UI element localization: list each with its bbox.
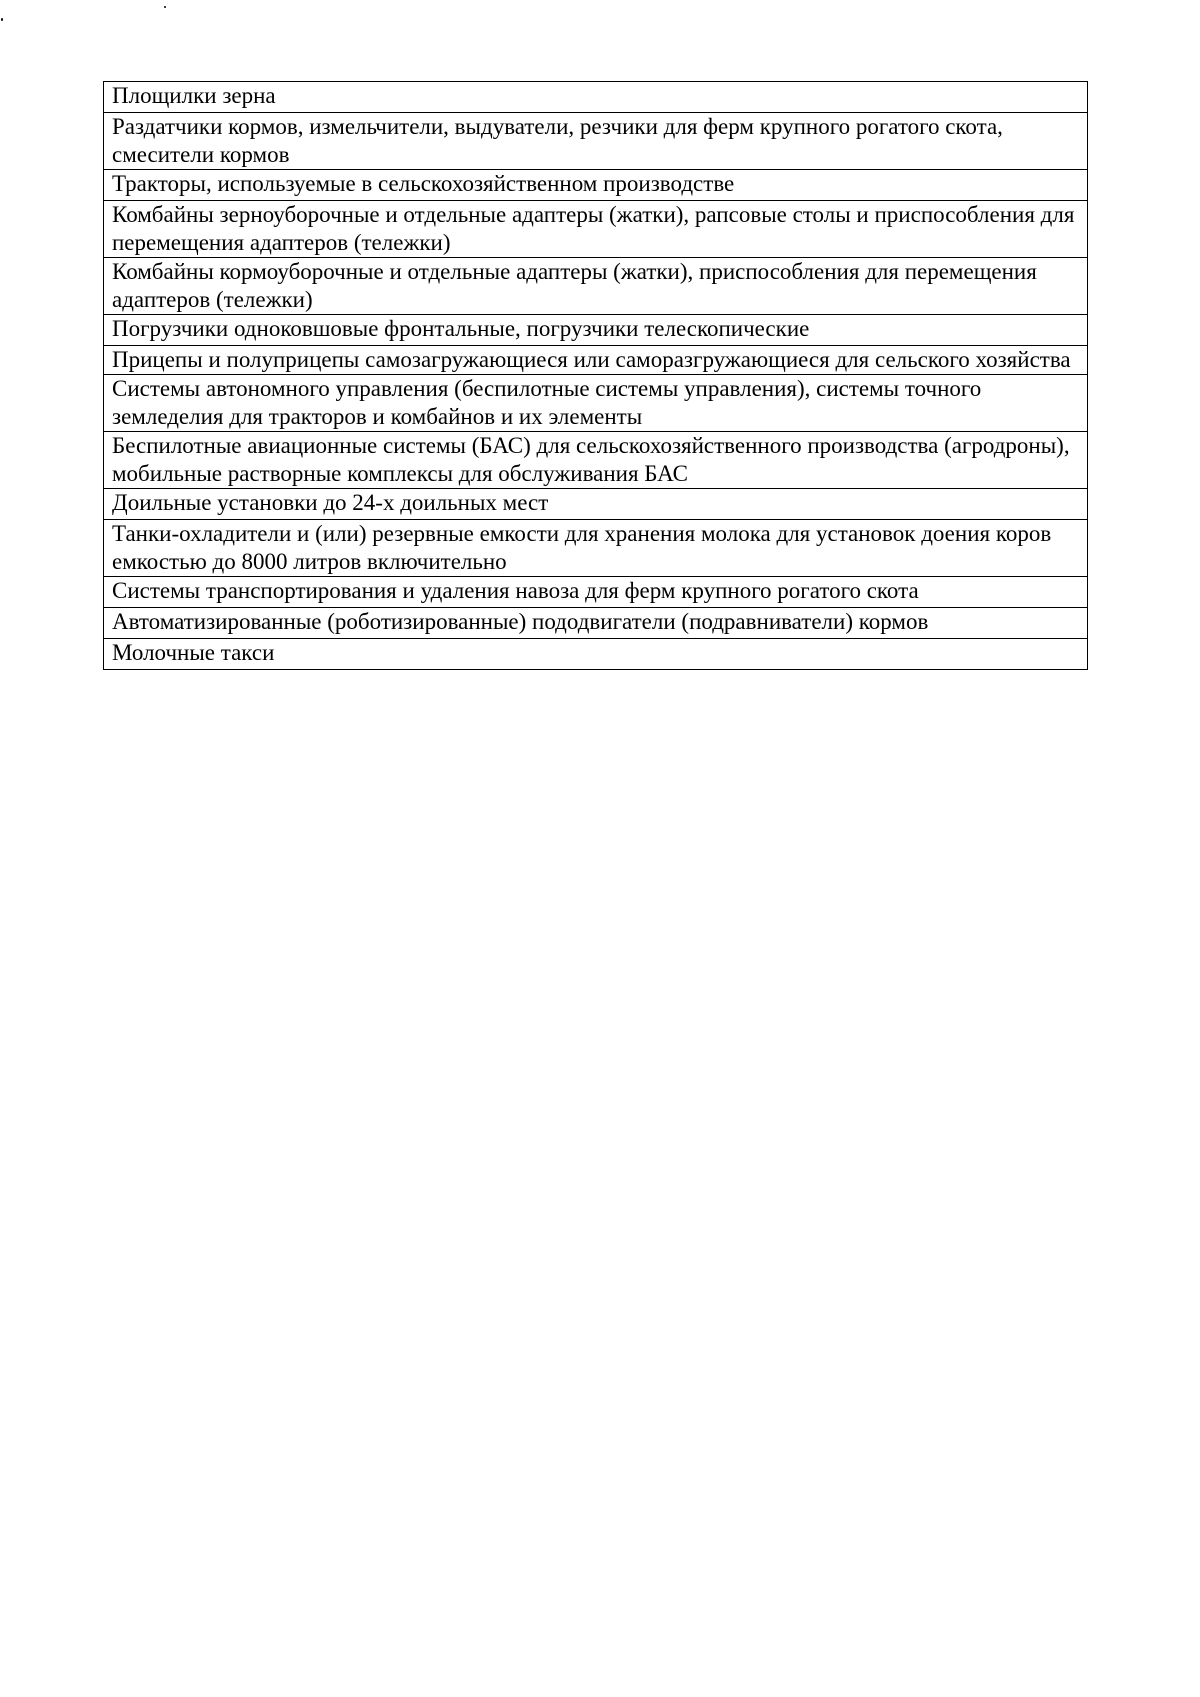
table-cell: Системы транспортирования и удаления навоза для ферм крупного рогатого скота: [104, 577, 1088, 608]
table-row: [104, 315, 1088, 346]
table-row: [104, 577, 1088, 608]
table-cell: Комбайны кормоуборочные и отдельные адаптеры (жатки), приспособления для перемещения адаптеров (тележки): [104, 258, 1088, 315]
table-cell: Молочные такси: [104, 639, 1088, 670]
table-row: [104, 258, 1088, 315]
table-cell: Беспилотные авиационные системы (БАС) для сельскохозяйственного производства (агродроны), мобильные растворные комплексы для обслуживания БАС: [104, 432, 1088, 489]
table-row: [104, 489, 1088, 520]
table-cell: Прицепы и полуприцепы самозагружающиеся или саморазгружающиеся для сельского хозяйства: [104, 346, 1088, 375]
equipment-list-table: [103, 81, 1088, 670]
scan-speck: [1, 18, 3, 21]
table-row: [104, 113, 1088, 170]
table-cell: Погрузчики одноковшовые фронтальные, погрузчики телескопические: [104, 315, 1088, 346]
table-row: [104, 346, 1088, 375]
table-row: [104, 432, 1088, 489]
table-row: [104, 608, 1088, 639]
table-cell: Автоматизированные (роботизированные) пододвигатели (подравниватели) кормов: [104, 608, 1088, 639]
scan-speck: [164, 6, 166, 8]
table-cell: Площилки зерна: [104, 82, 1088, 113]
table-row: [104, 375, 1088, 432]
table-row: [104, 520, 1088, 577]
table-row: [104, 639, 1088, 670]
table-cell: Комбайны зерноуборочные и отдельные адаптеры (жатки), рапсовые столы и приспособления для перемещения адаптеров (тележки): [104, 201, 1088, 258]
table-cell: Тракторы, используемые в сельскохозяйственном производстве: [104, 170, 1088, 201]
table-cell: Танки-охладители и (или) резервные емкости для хранения молока для установок доения коров емкостью до 8000 литров включительно: [104, 520, 1088, 577]
table-cell: Системы автономного управления (беспилотные системы управления), системы точного земледелия для тракторов и комбайнов и их элементы: [104, 375, 1088, 432]
table-row: [104, 201, 1088, 258]
table-cell: Доильные установки до 24-х доильных мест: [104, 489, 1088, 520]
table-row: [104, 82, 1088, 113]
table-row: [104, 170, 1088, 201]
table-cell: Раздатчики кормов, измельчители, выдуватели, резчики для ферм крупного рогатого скота, смесители кормов: [104, 113, 1088, 170]
